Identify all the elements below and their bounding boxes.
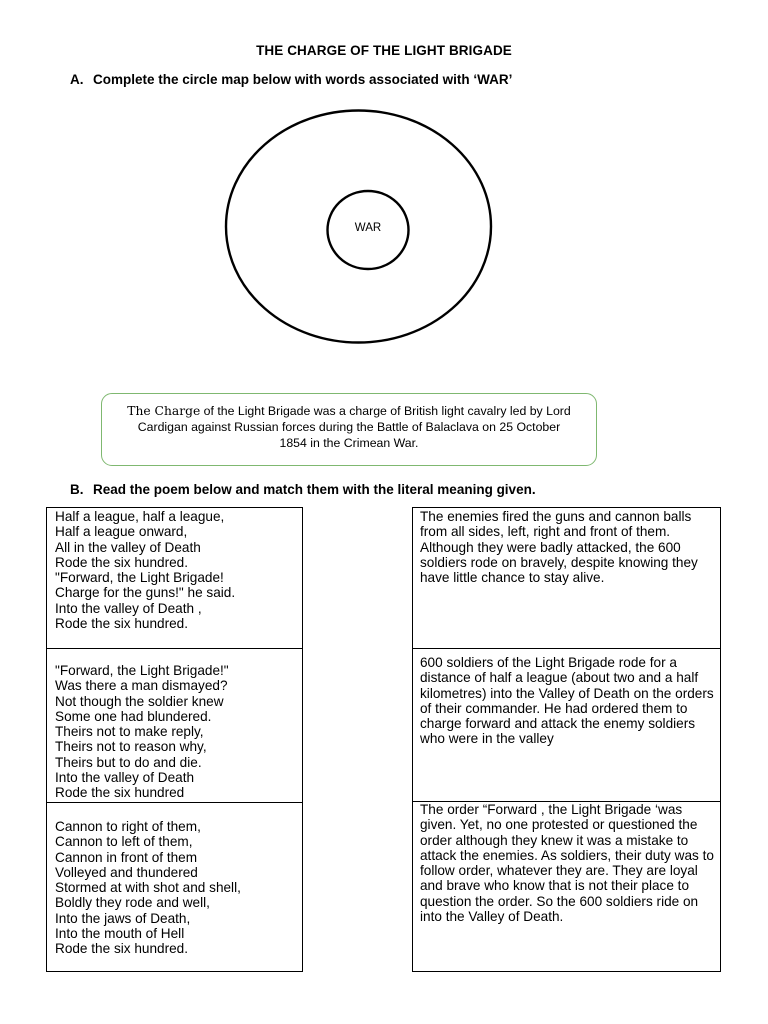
poem-stanza-1: Half a league, half a league, Half a league onward, All in the valley of Death Rode the six hundred. "Forward, the Light Brigade! Charge for the guns!" he said. Into the valley of Death , Rode the six hundred. (55, 509, 236, 632)
info-box (101, 393, 597, 466)
meaning-table (412, 507, 721, 972)
poem-table (46, 507, 303, 972)
section-a-heading (70, 72, 512, 87)
section-b-instruction: Read the poem below and match them with the literal meaning given. (93, 482, 536, 497)
center-word: WAR (354, 222, 382, 234)
info-lead: The Charge (127, 404, 201, 418)
section-b-heading (70, 482, 536, 497)
poem-stanza-3: Cannon to right of them, Cannon to left of them, Cannon in front of them Volleyed and thundered Stormed at with shot and shell, Boldly they rode and well, Into the jaws of Death, Into the mouth of Hell Rode the six hundred. (55, 819, 241, 957)
section-a-instruction: Complete the circle map below with words associated with ‘WAR’ (93, 72, 513, 87)
meaning-cell-3: The order “Forward , the Light Brigade ‘was given. Yet, no one protested or questioned the order although they knew it was a mistake to attack the enemies. As soldiers, their duty was to follow order, whatever they are. They are loyal and brave who know that is not their place to question the order. So the 600 soldiers ride on into the Valley of Death. (420, 802, 714, 925)
section-a-letter: A. (70, 72, 84, 87)
meaning-divider-1 (413, 648, 720, 649)
circle-map (220, 105, 498, 351)
poem-divider-2 (47, 802, 302, 803)
meaning-cell-2: 600 soldiers of the Light Brigade rode for a distance of half a league (about two and a half kilometres) into the Valley of Death on the orders of their commander. He had ordered them to charge forward and attack the enemy soldiers who were in the valley (420, 655, 714, 747)
section-b-letter: B. (70, 482, 84, 497)
worksheet-title: THE CHARGE OF THE LIGHT BRIGADE (256, 43, 512, 58)
meaning-cell-1: The enemies fired the guns and cannon balls from all sides, left, right and front of them. Although they were badly attacked, the 600 soldiers rode on bravely, despite knowing they have little chance to stay alive. (420, 509, 698, 586)
poem-divider-1 (47, 648, 302, 649)
info-text: of the Light Brigade was a charge of British light cavalry led by Lord Cardigan against Russian forces during the Battle of Balaclava on 25 October 1854 in the Crimean War. (137, 404, 571, 450)
poem-stanza-2: "Forward, the Light Brigade!" Was there a man dismayed? Not though the soldier knew Some one had blundered. Theirs not to make reply, Theirs not to reason why, Theirs but to do and die. Into the valley of Death Rode the six hundred (55, 663, 229, 801)
